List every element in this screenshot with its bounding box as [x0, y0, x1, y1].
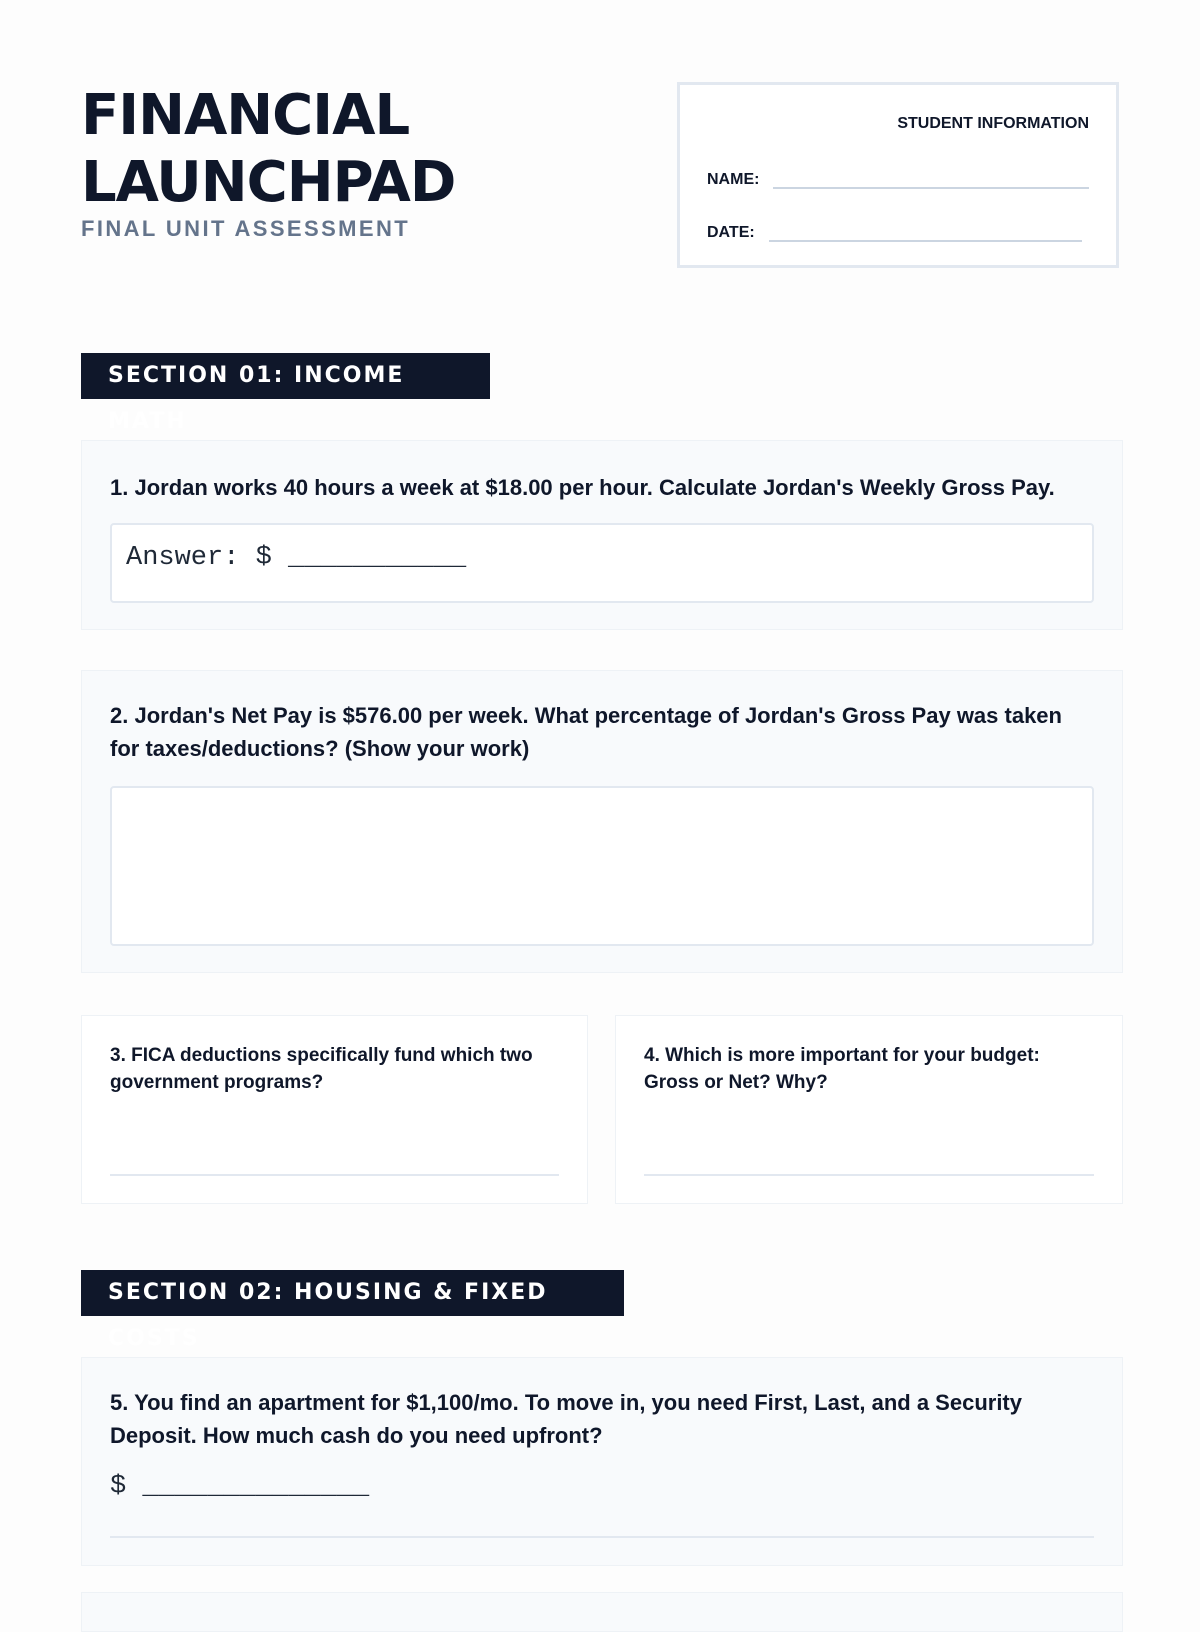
name-label: NAME: [707, 171, 760, 188]
question-4-text: 4. Which is more important for your budget: Gross or Net? Why? [644, 1045, 1040, 1093]
question-3-answer-line[interactable] [110, 1174, 559, 1176]
question-3-card [81, 1015, 588, 1204]
question-2-card [81, 670, 1123, 973]
question-5-text: 5. You find an apartment for $1,100/mo. To move in, you need First, Last, and a Security Deposit. How much cash do you need upfront? [110, 1390, 1022, 1448]
page-subtitle: FINAL UNIT ASSESSMENT [81, 216, 411, 241]
question-3-text: 3. FICA deductions specifically fund which two government programs? [110, 1045, 533, 1093]
question-1-answer-box[interactable] [110, 523, 1094, 603]
section-01-banner: SECTION 01: INCOME MATH [81, 353, 490, 399]
date-input-line[interactable] [769, 222, 1082, 242]
title-line-2: LAUNCHPAD [81, 150, 456, 215]
name-field-row [707, 169, 1089, 189]
question-5-answer-line[interactable] [110, 1536, 1094, 1538]
question-5-card [81, 1357, 1123, 1566]
student-info-heading: STUDENT INFORMATION [897, 115, 1089, 132]
question-2-work-area[interactable] [110, 786, 1094, 946]
question-4-card [615, 1015, 1123, 1204]
name-input-line[interactable] [773, 169, 1089, 189]
question-4-answer-line[interactable] [644, 1174, 1094, 1176]
next-question-card [81, 1592, 1123, 1632]
question-2-text: 2. Jordan's Net Pay is $576.00 per week. What percentage of Jordan's Gross Pay was taken for taxes/deductions? (Show your work) [110, 703, 1062, 761]
question-1-card [81, 440, 1123, 630]
date-field-row [707, 222, 1082, 242]
question-5-answer-prompt[interactable]: $ ______________ [110, 1472, 370, 1502]
page-title [81, 82, 601, 216]
student-information-box [677, 82, 1119, 268]
question-1-text: 1. Jordan works 40 hours a week at $18.00 per hour. Calculate Jordan's Weekly Gross Pay. [110, 475, 1055, 500]
date-label: DATE: [707, 224, 755, 241]
question-1-answer-prompt: Answer: $ ___________ [126, 543, 467, 573]
page-header [81, 82, 1121, 272]
title-line-1: FINANCIAL [81, 83, 410, 148]
section-02-banner: SECTION 02: HOUSING & FIXED COSTS [81, 1270, 624, 1316]
